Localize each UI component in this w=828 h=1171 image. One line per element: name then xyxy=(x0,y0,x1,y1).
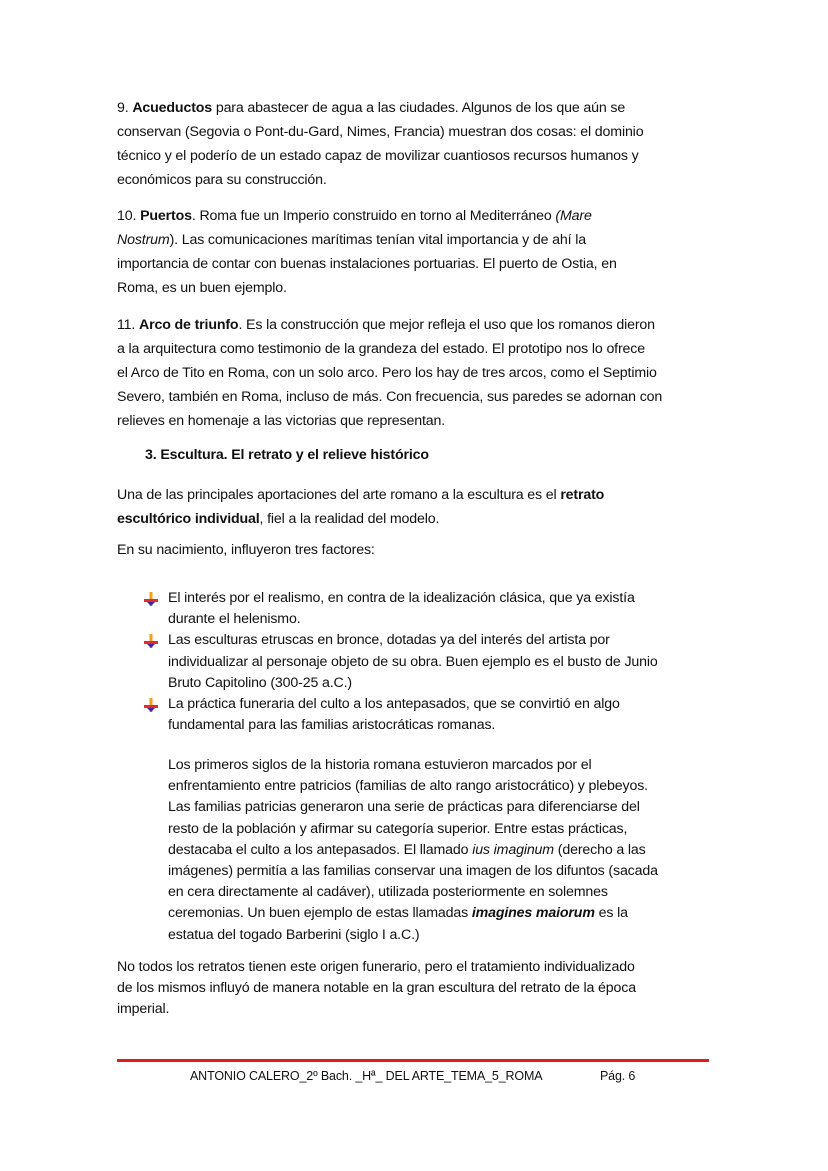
text-line xyxy=(168,694,768,715)
bullet-arrow-icon xyxy=(144,634,158,648)
text-run: ). Las comunicaciones marítimas tenían vital importancia y de ahí la xyxy=(169,232,586,248)
text-line xyxy=(117,228,717,252)
text-run: durante el helenismo. xyxy=(168,611,301,628)
text-line xyxy=(168,588,768,609)
text-line xyxy=(168,797,768,818)
text-line xyxy=(117,204,717,228)
text-run: a la arquitectura como testimonio de la grandeza del estado. El prototipo nos lo ofrece xyxy=(117,341,645,357)
text-run: Bruto Capitolino (300-25 a.C.) xyxy=(168,674,352,691)
text-line xyxy=(117,999,717,1020)
text-run: ius imaginum xyxy=(472,841,554,858)
text-line xyxy=(168,840,768,861)
paragraph-intro xyxy=(117,483,717,531)
text-run: individualizar al personaje objeto de su obra. Buen ejemplo es el busto de Junio xyxy=(168,653,658,670)
paragraph-puertos xyxy=(117,204,717,300)
paragraph-arco-de-triunfo xyxy=(117,313,717,433)
text-run: 9. xyxy=(117,100,133,116)
text-run: Arco de triunfo xyxy=(139,317,239,333)
text-run: Severo, también en Roma, incluso de más. Con frecuencia, sus paredes se adornan con xyxy=(117,389,663,405)
text-line xyxy=(117,409,717,433)
text-line xyxy=(168,776,768,797)
text-run: es la xyxy=(594,905,628,922)
text-line xyxy=(168,882,768,903)
text-line xyxy=(117,168,717,192)
text-run: fundamental para las familias aristocráticas romanas. xyxy=(168,717,496,734)
text-run: No todos los retratos tienen este origen funerario, pero el tratamiento individualizado xyxy=(117,959,635,975)
section-heading xyxy=(145,443,745,467)
text-run: 11. xyxy=(117,317,140,333)
text-line xyxy=(168,819,768,840)
text-line xyxy=(117,483,717,507)
text-run: resto de la población y afirmar su categoría superior. Entre estas prácticas, xyxy=(168,820,628,837)
text-run: , fiel a la realidad del modelo. xyxy=(259,511,440,527)
text-line xyxy=(117,120,717,144)
text-line xyxy=(168,715,768,736)
text-run: Roma, es un buen ejemplo. xyxy=(117,280,287,296)
text-line xyxy=(117,538,717,562)
text-run: En su nacimiento, influyeron tres factores: xyxy=(117,542,375,558)
text-run: Una de las principales aportaciones del arte romano a la escultura es el xyxy=(117,487,561,503)
text-line xyxy=(117,96,717,120)
text-run: conservan (Segovia o Pont-du-Gard, Nimes, Francia) muestran dos cosas: el dominio xyxy=(117,124,644,140)
text-run: Puertos xyxy=(140,208,192,224)
text-run: enfrentamiento entre patricios (familias de alto rango aristocrático) y plebeyos. xyxy=(168,778,648,795)
text-run: La práctica funeraria del culto a los antepasados, que se convirtió en algo xyxy=(168,695,620,712)
text-run: de los mismos influyó de manera notable en la gran escultura del retrato de la época xyxy=(117,980,636,997)
bullet-list xyxy=(168,588,768,736)
text-run: imágenes) permitía a las familias conservar una imagen de los difuntos (sacada xyxy=(168,862,658,879)
text-line xyxy=(168,673,768,694)
text-run: Nostrum xyxy=(117,232,170,248)
text-run: . Es la construcción que mejor refleja el uso que los romanos dieron xyxy=(238,317,655,333)
text-line xyxy=(117,313,717,337)
paragraph-acueductos xyxy=(117,96,717,192)
text-line xyxy=(168,609,768,630)
text-run: (Mare xyxy=(555,208,592,224)
text-line xyxy=(117,252,717,276)
text-line xyxy=(117,337,717,361)
text-line xyxy=(117,144,717,168)
footer-rule xyxy=(117,1059,709,1062)
bullet-arrow-icon xyxy=(144,698,158,712)
text-run: 10. xyxy=(117,208,141,224)
page-number: Pág. 6 xyxy=(600,1069,636,1083)
paragraph-patricios xyxy=(168,755,768,946)
text-run: (derecho a las xyxy=(553,841,646,858)
text-run: el Arco de Tito en Roma, con un solo arco. Pero los hay de tres arcos, como el Septimio xyxy=(117,365,657,381)
text-line xyxy=(168,630,768,651)
text-line xyxy=(117,957,717,978)
footer-text: ANTONIO CALERO_2º Bach. _Hª_ DEL ARTE_TEMA_5_ROMA xyxy=(190,1069,543,1083)
text-run: escultórico individual xyxy=(117,511,260,527)
text-line xyxy=(145,443,745,467)
text-line xyxy=(168,903,768,924)
text-line xyxy=(117,385,717,409)
paragraph-factors xyxy=(117,538,717,562)
text-run: técnico y el poderío de un estado capaz de movilizar cuantiosos recursos humanos y xyxy=(117,148,639,164)
text-run: . Roma fue un Imperio construido en torno al Mediterráneo xyxy=(191,208,556,224)
text-run: importancia de contar con buenas instalaciones portuarias. El puerto de Ostia, en xyxy=(117,256,617,272)
text-run: ceremonias. Un buen ejemplo de estas llamadas xyxy=(168,905,472,922)
text-run: destacaba el culto a los antepasados. El llamado xyxy=(168,841,473,858)
text-line xyxy=(168,652,768,673)
text-run: para abastecer de agua a las ciudades. Algunos de los que aún se xyxy=(212,100,626,116)
text-line xyxy=(117,276,717,300)
text-line xyxy=(168,925,768,946)
text-run: Las esculturas etruscas en bronce, dotadas ya del interés del artista por xyxy=(168,632,610,649)
text-run: imagines maiorum xyxy=(471,905,595,922)
text-run: Acueductos xyxy=(132,100,213,116)
text-run: relieves en homenaje a las victorias que representan. xyxy=(117,413,446,429)
text-line xyxy=(168,861,768,882)
text-run: imperial. xyxy=(117,1001,170,1018)
text-run: en cera directamente al cadáver), utilizada posteriormente en solemnes xyxy=(168,884,608,901)
text-line xyxy=(117,507,717,531)
text-run: Los primeros siglos de la historia romana estuvieron marcados por el xyxy=(168,757,592,773)
text-run: económicos para su construcción. xyxy=(117,172,327,188)
paragraph-conclusion xyxy=(117,957,717,1021)
text-run: estatua del togado Barberini (siglo I a.C.) xyxy=(168,926,420,943)
text-run: 3. Escultura. El retrato y el relieve histórico xyxy=(145,447,429,463)
bullet-arrow-icon xyxy=(144,592,158,606)
text-line xyxy=(168,755,768,776)
text-run: retrato xyxy=(560,487,605,503)
text-run: Las familias patricias generaron una serie de prácticas para diferenciarse del xyxy=(168,799,640,816)
text-line xyxy=(117,978,717,999)
text-run: El interés por el realismo, en contra de la idealización clásica, que ya existía xyxy=(168,590,635,606)
text-line xyxy=(117,361,717,385)
